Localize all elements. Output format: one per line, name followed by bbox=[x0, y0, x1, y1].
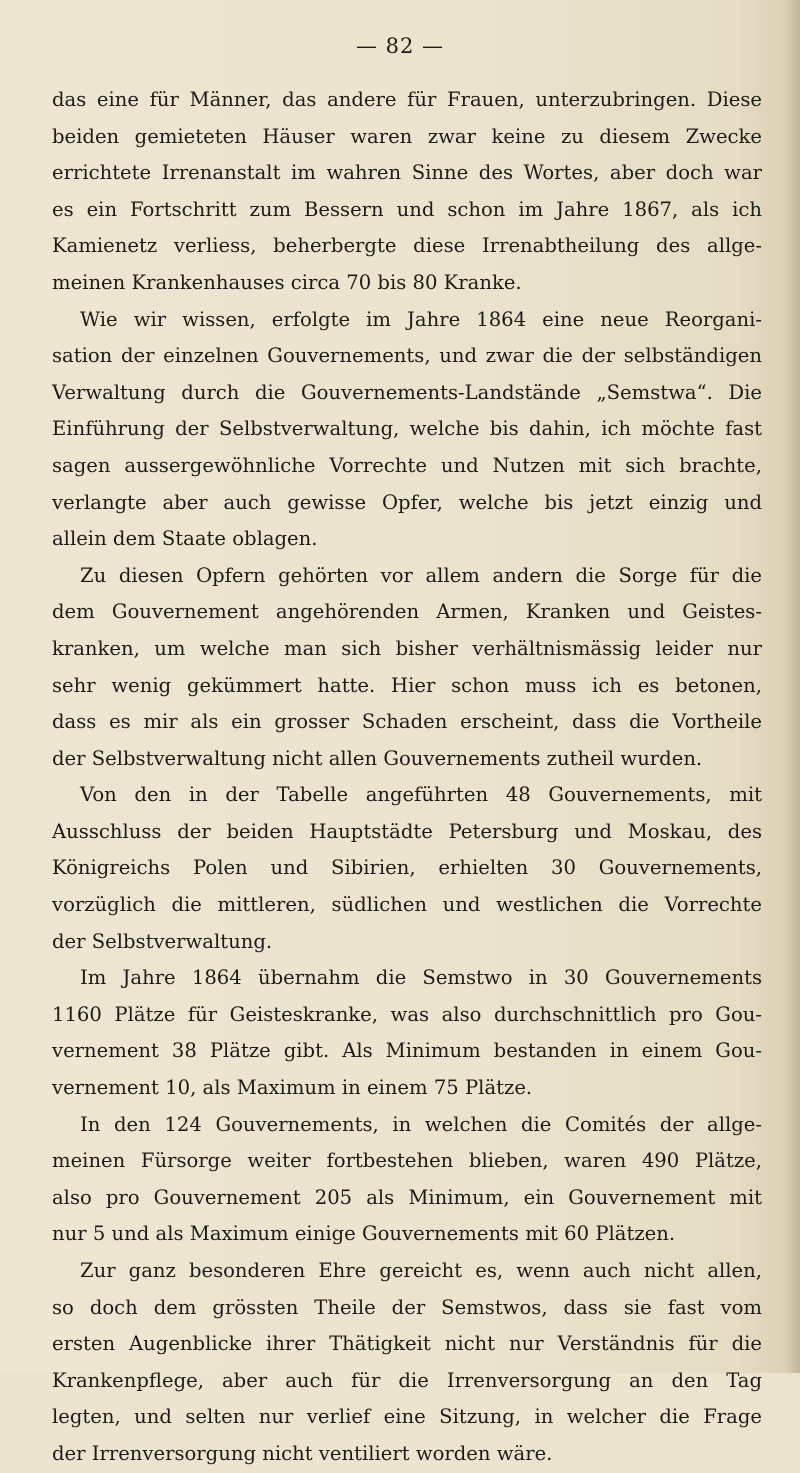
text-line: Von den in der Tabelle angeführten 48 Gouvernements, mit bbox=[80, 783, 762, 807]
text-line: der Irrenversorgung nicht ventiliert worden wäre. bbox=[52, 1441, 553, 1465]
text-line: vorzüglich die mittleren, südlichen und westlichen die Vorrechte bbox=[52, 893, 762, 917]
text-line: sation der einzelnen Gouvernements, und zwar die der selbständigen bbox=[52, 344, 762, 368]
text-line: Wie wir wissen, erfolgte im Jahre 1864 eine neue Reorgani- bbox=[80, 307, 762, 331]
text-line: Kamienetz verliess, beherbergte diese Irrenabtheilung des allge- bbox=[52, 234, 762, 258]
text-line: sagen aussergewöhnliche Vorrechte und Nutzen mit sich brachte, bbox=[52, 453, 762, 477]
text-line: allein dem Staate oblagen. bbox=[52, 527, 318, 551]
text-line: Ausschluss der beiden Hauptstädte Petersburg und Moskau, des bbox=[52, 819, 762, 843]
text-line: Einführung der Selbstverwaltung, welche bis dahin, ich möchte fast bbox=[52, 417, 762, 441]
text-line: so doch dem grössten Theile der Semstwos, dass sie fast vom bbox=[52, 1295, 762, 1319]
text-line: Verwaltung durch die Gouvernements-Landstände „Semstwa“. Die bbox=[52, 380, 762, 404]
text-line: das eine für Männer, das andere für Frauen, unterzubringen. Diese bbox=[52, 88, 762, 111]
text-line: also pro Gouvernement 205 als Minimum, ein Gouvernement mit bbox=[52, 1185, 762, 1209]
text-line: Königreichs Polen und Sibirien, erhielten 30 Gouvernements, bbox=[52, 856, 762, 880]
text-line: Im Jahre 1864 übernahm die Semstwo in 30 Gouvernements bbox=[80, 966, 762, 990]
text-line: vernement 38 Plätze gibt. Als Minimum bestanden in einem Gou- bbox=[52, 1039, 762, 1063]
text-line: vernement 10, als Maximum in einem 75 Plätze. bbox=[52, 1076, 533, 1100]
text-line: Krankenpflege, aber auch für die Irrenversorgung an den Tag bbox=[52, 1368, 762, 1392]
text-line: Zur ganz besonderen Ehre gereicht es, wenn auch nicht allen, bbox=[80, 1259, 762, 1282]
text-line: der Selbstverwaltung. bbox=[52, 929, 273, 953]
text-line: meinen Fürsorge weiter fortbestehen blieben, waren 490 Plätze, bbox=[52, 1149, 762, 1173]
page-edge-shadow bbox=[786, 0, 800, 1373]
text-line: ersten Augenblicke ihrer Thätigkeit nicht nur Verständnis für die bbox=[52, 1332, 762, 1356]
text-line: dem Gouvernement angehörenden Armen, Kranken und Geistes- bbox=[52, 600, 762, 624]
text-line: In den 124 Gouvernements, in welchen die Comités der allge- bbox=[80, 1112, 762, 1136]
text-line: kranken, um welche man sich bisher verhältnismässig leider nur bbox=[52, 636, 762, 660]
text-line: beiden gemieteten Häuser waren zwar keine zu diesem Zwecke bbox=[52, 124, 762, 148]
page-number: — 82 — bbox=[355, 34, 445, 58]
text-line: verlangte aber auch gewisse Opfer, welche bis jetzt einzig und bbox=[52, 490, 762, 514]
text-line: Zu diesen Opfern gehörten vor allem andern die Sorge für die bbox=[80, 563, 762, 587]
text-line: errichtete Irrenanstalt im wahren Sinne des Wortes, aber doch war bbox=[52, 161, 762, 185]
text-line: meinen Krankenhauses circa 70 bis 80 Kranke. bbox=[52, 270, 522, 294]
text-line: dass es mir als ein grosser Schaden erscheint, dass die Vortheile bbox=[52, 710, 762, 734]
text-line: sehr wenig gekümmert hatte. Hier schon muss ich es betonen, bbox=[52, 673, 762, 697]
text-line: 1160 Plätze für Geisteskranke, was also durchschnittlich pro Gou- bbox=[52, 1002, 762, 1026]
text-line: nur 5 und als Maximum einige Gouvernements mit 60 Plätzen. bbox=[52, 1222, 676, 1246]
text-line: es ein Fortschritt zum Bessern und schon im Jahre 1867, als ich bbox=[52, 197, 762, 221]
body-text bbox=[52, 82, 762, 1473]
text-line: der Selbstverwaltung nicht allen Gouvernements zutheil wurden. bbox=[52, 746, 703, 770]
text-line: legten, und selten nur verlief eine Sitzung, in welcher die Frage bbox=[52, 1405, 762, 1429]
